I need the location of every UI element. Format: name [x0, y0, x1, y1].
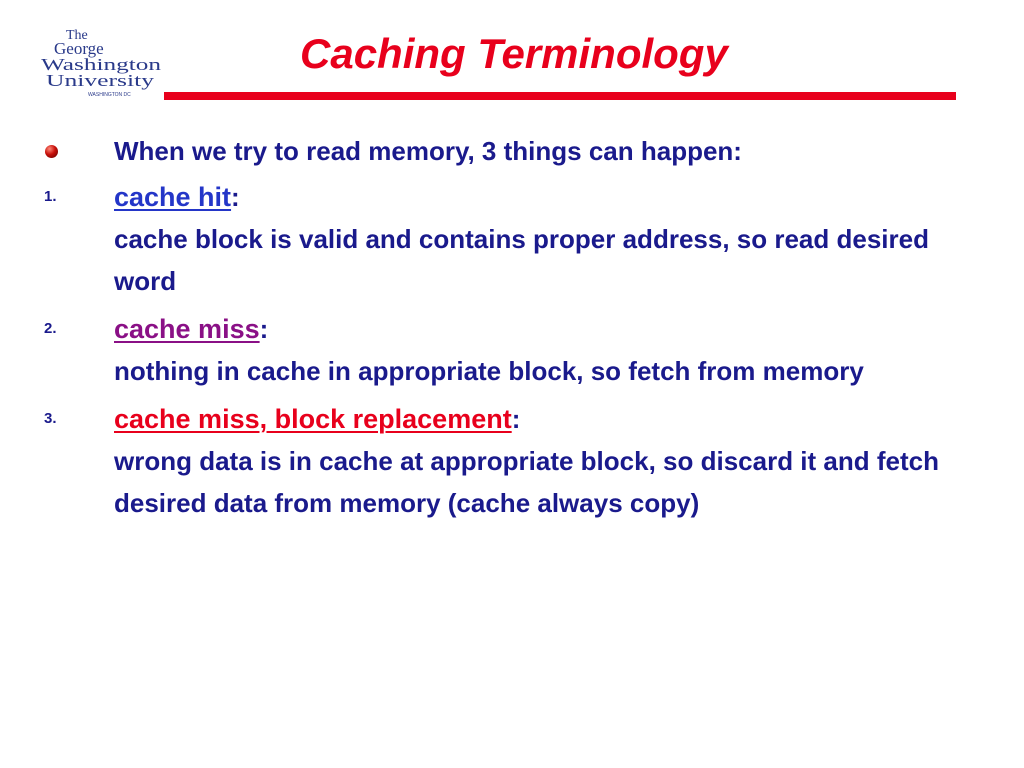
- term-block-replacement: cache miss, block replacement: [114, 404, 512, 434]
- term-colon: :: [511, 404, 521, 434]
- term-colon: :: [231, 182, 240, 212]
- logo-line-george: George: [54, 39, 104, 58]
- red-sphere-bullet-icon: [45, 145, 58, 158]
- term-cache-hit: cache hit: [114, 182, 232, 212]
- term-cache-miss: cache miss: [114, 314, 260, 344]
- logo-line-the: The: [66, 28, 88, 43]
- intro-bullet: [0, 130, 1024, 172]
- university-logo: [40, 24, 164, 104]
- term-colon: :: [259, 314, 269, 344]
- title-underline-rule: [164, 92, 956, 100]
- list-number: 1.: [44, 188, 57, 205]
- list-item-cache-hit: [0, 176, 1024, 302]
- term-description: wrong data is in cache at appropriate block, so discard it and fetch desired data from memory (cache always copy): [114, 446, 939, 518]
- slide-title: Caching Terminology: [300, 30, 728, 77]
- logo-line-washington: Washington: [41, 55, 162, 74]
- term-description: cache block is valid and contains proper address, so read desired word: [114, 224, 929, 296]
- list-number: 3.: [44, 410, 57, 427]
- logo-line-university: University: [46, 71, 155, 90]
- term-description: nothing in cache in appropriate block, so fetch from memory: [114, 356, 864, 386]
- logo-line-location: WASHINGTON DC: [88, 92, 131, 98]
- list-number: 2.: [44, 320, 57, 337]
- slide-body: [0, 130, 1024, 524]
- university-logo-mark: [40, 24, 164, 104]
- list-item-block-replacement: [0, 398, 1024, 524]
- list-item-cache-miss: [0, 308, 1024, 392]
- intro-text: When we try to read memory, 3 things can happen:: [114, 136, 742, 166]
